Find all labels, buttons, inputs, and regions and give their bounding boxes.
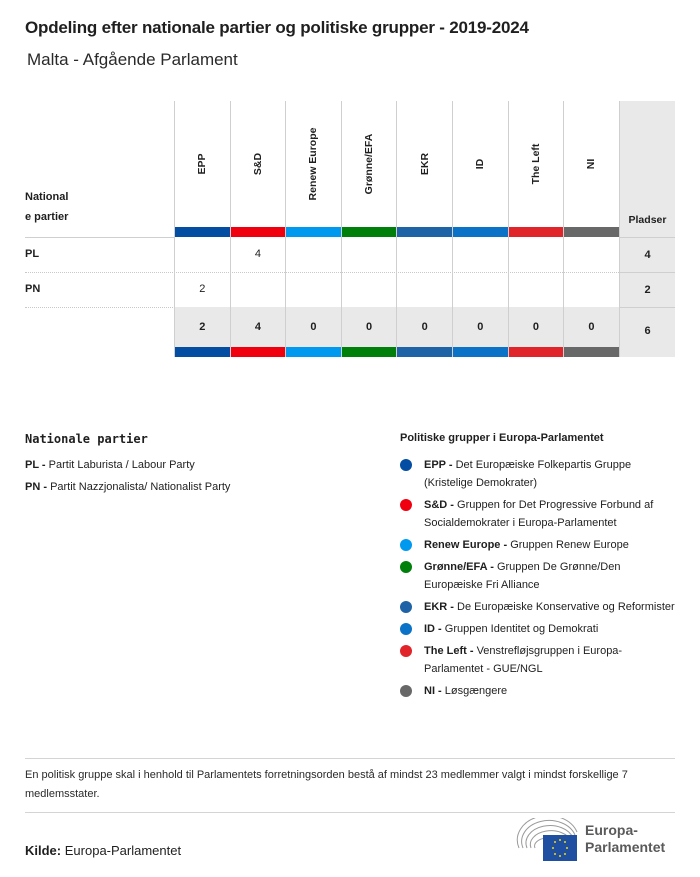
row-label-pn: PN [25, 283, 41, 295]
party-name: Partit Nazzjonalista/ Nationalist Party [50, 481, 231, 493]
group-name: Løsgængere [444, 685, 508, 697]
group-color-bar [453, 347, 508, 357]
group-column-label: The Left [529, 143, 542, 185]
group-column-header [286, 101, 341, 227]
political-groups-legend [400, 456, 680, 704]
seat-cell [286, 237, 341, 272]
party-name: Partit Laburista / Labour Party [48, 459, 195, 471]
group-abbr: The Left - [424, 645, 474, 657]
group-column-header [175, 101, 230, 227]
group-name: Gruppen De Grønne/Den Europæiske Fri Alliance [424, 561, 621, 591]
group-total-cell: 4 [231, 307, 286, 347]
group-color-bar [231, 347, 286, 357]
group-column [452, 101, 508, 357]
legend-item [400, 682, 680, 700]
group-total-cell: 0 [342, 307, 397, 347]
logo-text [585, 822, 665, 856]
group-color-bar [342, 227, 397, 237]
seats-total: 6 [620, 307, 675, 358]
source-value: Europa-Parlamentet [64, 843, 182, 858]
hemicycle-icon [515, 818, 581, 863]
group-column-header [397, 101, 452, 227]
group-color-bar [342, 347, 397, 357]
row-header-label [25, 187, 165, 227]
group-color-bar [564, 227, 619, 237]
seat-cell [453, 237, 508, 272]
group-column-label: S&D [251, 152, 264, 176]
group-color-bar [397, 227, 452, 237]
legend-dot-icon [400, 539, 412, 551]
logo-line-2: Parlamentet [585, 839, 666, 855]
footnote: En politisk gruppe skal i henhold til Parlamentets forretningsorden bestå af mindst 23 medlemmer valgt i mindst forskellige 7 medlemsstater. [25, 769, 628, 800]
group-column-label: ID [474, 158, 487, 170]
seat-cell [231, 272, 286, 307]
national-party-pn [25, 481, 230, 493]
group-total-cell: 2 [175, 307, 230, 347]
legend-dot-icon [400, 623, 412, 635]
legend-item [400, 598, 680, 616]
legend-item [400, 642, 680, 678]
group-total-cell: 0 [286, 307, 341, 347]
seat-cell [286, 272, 341, 307]
seats-column [619, 101, 675, 357]
legend-item [400, 558, 680, 594]
seat-cell [342, 272, 397, 307]
seat-cell [564, 237, 619, 272]
group-column-header [564, 101, 619, 227]
group-column [285, 101, 341, 357]
group-color-bar [453, 227, 508, 237]
legend-item [400, 456, 680, 492]
group-column [174, 101, 230, 357]
group-column [508, 101, 564, 357]
group-color-bar [175, 347, 230, 357]
source [25, 843, 181, 858]
seat-cell [342, 237, 397, 272]
group-abbr: NI - [424, 685, 442, 697]
group-abbr: Grønne/EFA - [424, 561, 494, 573]
group-column-label: EPP [196, 153, 209, 175]
row-header-line-1: National [25, 191, 69, 203]
group-total-cell: 0 [397, 307, 452, 347]
chart-subtitle: Malta - Afgående Parlament [27, 50, 238, 69]
group-abbr: ID - [424, 623, 442, 635]
seats-header: Pladser [628, 214, 667, 226]
seat-cell [564, 272, 619, 307]
group-name: De Europæiske Konservative og Reformister [457, 601, 675, 613]
group-color-bar [231, 227, 286, 237]
header-divider [25, 237, 175, 238]
group-name: Gruppen Renew Europe [510, 539, 629, 551]
group-column-label: NI [585, 158, 598, 170]
seat-distribution-table [0, 0, 700, 370]
divider [25, 758, 675, 759]
group-total-cell: 0 [564, 307, 619, 347]
group-column-label: EKR [418, 152, 431, 176]
legend-dot-icon [400, 645, 412, 657]
group-abbr: Renew Europe - [424, 539, 508, 551]
group-color-bar [397, 347, 452, 357]
legend-dot-icon [400, 499, 412, 511]
seat-cell [453, 272, 508, 307]
legend-item [400, 496, 680, 532]
legend-item [400, 620, 680, 638]
group-color-bar [286, 347, 341, 357]
group-color-bar [564, 347, 619, 357]
group-column [563, 101, 619, 357]
seat-cell [397, 272, 452, 307]
source-label: Kilde: [25, 843, 62, 858]
group-column [396, 101, 452, 357]
group-name: Venstrefløjsgruppen i Europa-Parlamentet - GUE/NGL [424, 645, 623, 675]
group-name: Gruppen Identitet og Demokrati [444, 623, 599, 635]
group-color-bar [509, 347, 564, 357]
legend-dot-icon [400, 601, 412, 613]
seat-cell [509, 272, 564, 307]
group-name: Det Europæiske Folkepartis Gruppe (Kristelige Demokrater) [424, 459, 632, 489]
row-header-line-2: e partier [25, 211, 69, 223]
group-column-header [231, 101, 286, 227]
seat-cell: 4 [254, 248, 261, 260]
group-abbr: EPP - [424, 459, 453, 471]
group-column-label: Renew Europe [307, 127, 320, 201]
national-party-pl [25, 459, 195, 471]
national-parties-title: Nationale partier [25, 432, 148, 446]
party-abbr: PN - [25, 481, 47, 493]
group-name: Gruppen for Det Progressive Forbund af Socialdemokrater i Europa-Parlamentet [424, 499, 654, 529]
group-total-cell: 0 [453, 307, 508, 347]
group-color-bar [286, 227, 341, 237]
seat-cell [509, 237, 564, 272]
group-column [341, 101, 397, 357]
legend-dot-icon [400, 561, 412, 573]
logo-line-1: Europa- [585, 822, 638, 838]
row-label-pl: PL [25, 248, 40, 260]
group-color-bar [175, 227, 230, 237]
seats-pl: 4 [620, 237, 675, 273]
legend-item [400, 536, 680, 554]
group-column-header [342, 101, 397, 227]
group-color-bar [509, 227, 564, 237]
party-abbr: PL - [25, 459, 46, 471]
seat-cell [175, 237, 230, 272]
seat-cell: 2 [199, 283, 206, 295]
group-abbr: EKR - [424, 601, 454, 613]
chart-title: Opdeling efter nationale partier og politiske grupper - 2019-2024 [25, 18, 529, 37]
seats-pn: 2 [620, 272, 675, 308]
seat-cell [397, 237, 452, 272]
divider [25, 812, 675, 813]
group-abbr: S&D - [424, 499, 454, 511]
european-parliament-logo [515, 818, 680, 863]
group-column-label: Grønne/EFA [363, 133, 376, 195]
group-total-cell: 0 [509, 307, 564, 347]
group-column-header [509, 101, 564, 227]
group-column-header [453, 101, 508, 227]
political-groups-title: Politiske grupper i Europa-Parlamentet [400, 432, 604, 444]
group-column [230, 101, 286, 357]
legend-dot-icon [400, 685, 412, 697]
legend-dot-icon [400, 459, 412, 471]
